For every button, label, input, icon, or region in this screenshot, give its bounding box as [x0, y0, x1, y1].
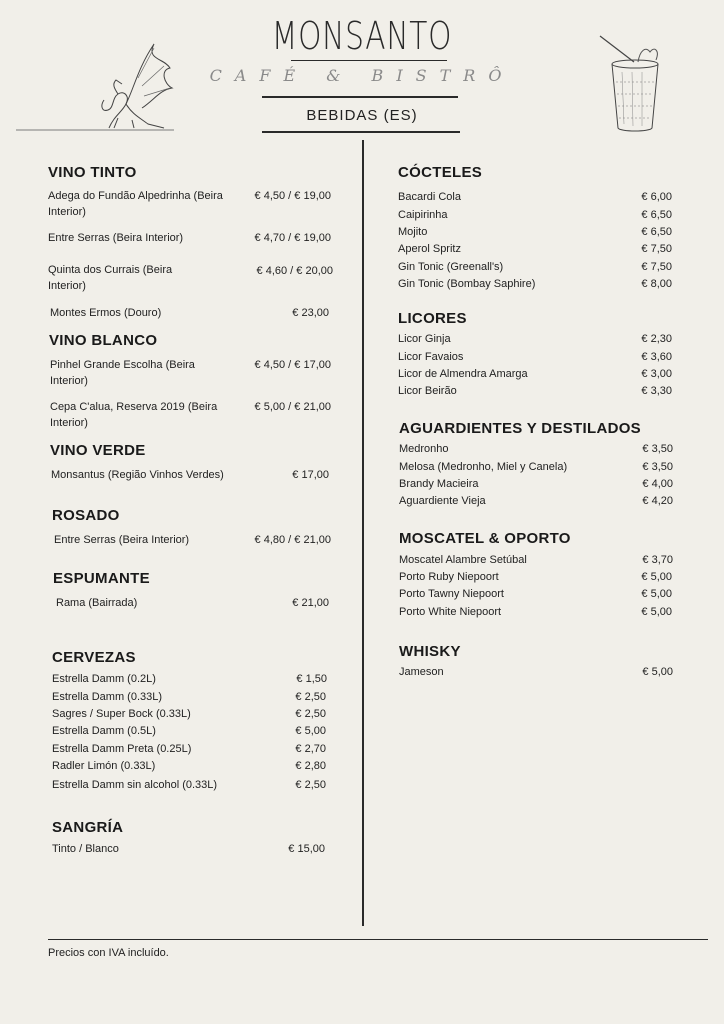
- menu-item-name: Estrella Damm sin alcohol (0.33L): [52, 779, 218, 791]
- footer-rule: [48, 939, 708, 940]
- section-title: VINO VERDE: [50, 442, 146, 459]
- menu-subtitle: BEBIDAS (ES): [306, 107, 418, 124]
- menu-item-price: € 5,00: [642, 666, 673, 678]
- menu-item-name: Medronho: [399, 443, 449, 455]
- brand-tagline: CAFÉ & BISTRÔ: [209, 66, 515, 85]
- menu-item-name: Caipirinha: [398, 209, 448, 221]
- menu-item-name: Estrella Damm (0.33L): [52, 691, 163, 703]
- menu-item-name: Montes Ermos (Douro): [50, 307, 162, 319]
- menu-item-name: Mojito: [398, 226, 428, 238]
- menu-item-price: € 6,50: [641, 209, 672, 221]
- menu-item-name: Pinhel Grande Escolha (Beira Interior): [50, 359, 195, 387]
- header-rule-top: [262, 96, 458, 98]
- menu-item-price: € 5,00: [641, 606, 672, 618]
- menu-item-name: Licor Favaios: [398, 351, 464, 363]
- menu-item-name: Radler Limón (0.33L): [52, 760, 156, 772]
- menu-item-price: € 2,50: [295, 708, 326, 720]
- menu-item-price: € 6,50: [641, 226, 672, 238]
- menu-item-price: € 4,80 / € 21,00: [254, 534, 331, 546]
- section-title: WHISKY: [399, 643, 461, 660]
- section-title: ROSADO: [52, 507, 120, 524]
- menu-item-name: Brandy Macieira: [399, 478, 479, 490]
- section-title: VINO BLANCO: [49, 332, 158, 349]
- brand-title: MONSANTO: [271, 14, 453, 58]
- menu-item-price: € 3,70: [642, 554, 673, 566]
- menu-item-name: Bacardi Cola: [398, 191, 461, 203]
- menu-item-price: € 5,00: [295, 725, 326, 737]
- menu-item-price: € 2,50: [295, 779, 326, 791]
- section-title: AGUARDIENTES Y DESTILADOS: [399, 420, 641, 437]
- menu-item-name: Tinto / Blanco: [52, 843, 119, 855]
- menu-item-name: Rama (Bairrada): [56, 597, 138, 609]
- menu-item-price: € 6,00: [641, 191, 672, 203]
- section-title: ESPUMANTE: [53, 570, 150, 587]
- menu-item-name: Licor Beirão: [398, 385, 457, 397]
- menu-item-name: Estrella Damm Preta (0.25L): [52, 743, 192, 755]
- menu-item-price: € 5,00: [641, 571, 672, 583]
- menu-item-price: € 5,00: [641, 588, 672, 600]
- menu-item-price: € 3,30: [641, 385, 672, 397]
- section-title: LICORES: [398, 310, 467, 327]
- menu-item-price: € 3,00: [641, 368, 672, 380]
- menu-item-price: € 4,60 / € 20,00: [256, 265, 333, 277]
- menu-item-name: Gin Tonic (Greenall's): [398, 261, 504, 273]
- menu-item-price: € 4,00: [642, 478, 673, 490]
- menu-item-price: € 2,80: [295, 760, 326, 772]
- menu-item-price: € 23,00: [292, 307, 329, 319]
- menu-item-price: € 7,50: [641, 261, 672, 273]
- menu-item-name: Adega do Fundão Alpedrinha (Beira Interior): [48, 190, 223, 218]
- menu-item-price: € 17,00: [292, 469, 329, 481]
- menu-item-name: Aperol Spritz: [398, 243, 461, 255]
- menu-item-price: € 4,70 / € 19,00: [254, 232, 331, 244]
- menu-item-name: Aguardiente Vieja: [399, 495, 486, 507]
- menu-item-price: € 3,50: [642, 443, 673, 455]
- menu-item-name: Estrella Damm (0.2L): [52, 673, 156, 685]
- menu-item-name: Gin Tonic (Bombay Saphire): [398, 278, 536, 290]
- menu-item-price: € 7,50: [641, 243, 672, 255]
- menu-item-price: € 4,50 / € 17,00: [254, 359, 331, 371]
- brand-divider: [291, 60, 447, 61]
- menu-item-price: € 1,50: [296, 673, 327, 685]
- menu-item-name: Moscatel Alambre Setúbal: [399, 554, 527, 566]
- menu-item-price: € 3,50: [642, 461, 673, 473]
- menu-item-name: Entre Serras (Beira Interior): [54, 534, 190, 546]
- section-title: SANGRÍA: [52, 819, 124, 836]
- header-rule-bottom: [262, 131, 460, 133]
- menu-item-name: Sagres / Super Bock (0.33L): [52, 708, 191, 720]
- footer-note: Precios con IVA incluído.: [48, 947, 169, 959]
- section-title: VINO TINTO: [48, 164, 137, 181]
- menu-item-price: € 2,30: [641, 333, 672, 345]
- section-title: CERVEZAS: [52, 649, 136, 666]
- menu-item-name: Entre Serras (Beira Interior): [48, 232, 184, 244]
- menu-item-price: € 4,20: [642, 495, 673, 507]
- menu-item-name: Porto Ruby Niepoort: [399, 571, 499, 583]
- menu-item-name: Jameson: [399, 666, 444, 678]
- menu-item-price: € 4,50 / € 19,00: [254, 190, 331, 202]
- menu-item-name: Cepa C'alua, Reserva 2019 (Beira Interior): [50, 401, 218, 429]
- menu-item-price: € 2,50: [295, 691, 326, 703]
- section-title: CÓCTELES: [398, 164, 483, 181]
- section-title: MOSCATEL & OPORTO: [399, 530, 571, 547]
- menu-item-price: € 21,00: [292, 597, 329, 609]
- menu-item-price: € 15,00: [288, 843, 325, 855]
- menu-item-price: € 3,60: [641, 351, 672, 363]
- menu-item-name: Licor Ginja: [398, 333, 451, 345]
- menu-item-price: € 8,00: [641, 278, 672, 290]
- menu-item-name: Porto White Niepoort: [399, 606, 502, 618]
- menu-item-name: Estrella Damm (0.5L): [52, 725, 156, 737]
- menu-item-price: € 5,00 / € 21,00: [254, 401, 331, 413]
- menu-item-name: Licor de Almendra Amarga: [398, 368, 528, 380]
- menu-item-name: Melosa (Medronho, Miel y Canela): [399, 461, 568, 473]
- menu-item-name: Porto Tawny Niepoort: [399, 588, 504, 600]
- menu-item-name: Quinta dos Currais (Beira Interior): [48, 264, 173, 292]
- menu-item-price: € 2,70: [295, 743, 326, 755]
- menu-item-name: Monsantus (Região Vinhos Verdes): [51, 469, 224, 481]
- column-divider: [362, 140, 364, 926]
